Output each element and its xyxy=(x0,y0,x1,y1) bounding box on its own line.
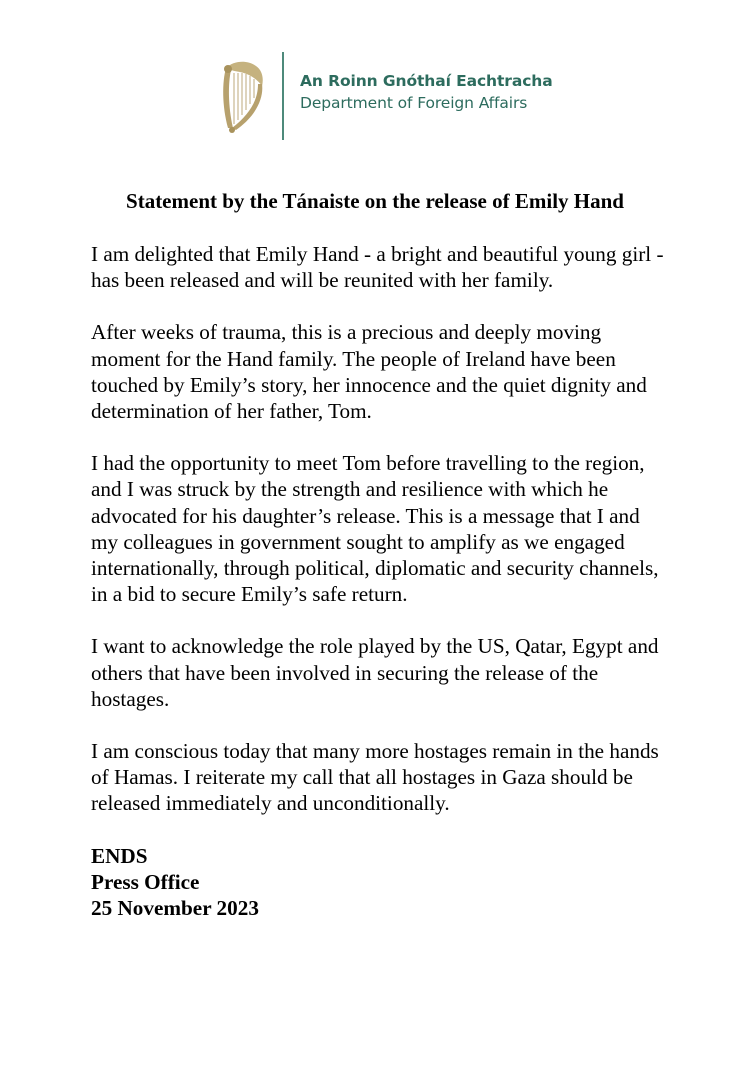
paragraph-1: I am delighted that Emily Hand - a bright and beautiful young girl - has been released and will be reunited with her family. xyxy=(91,242,664,293)
ends-marker: ENDS xyxy=(91,843,148,868)
statement-body xyxy=(91,241,671,921)
department-name-english: Department of Foreign Affairs xyxy=(300,94,528,112)
logo-divider xyxy=(282,52,284,140)
statement-title: Statement by the Tánaiste on the release of Emily Hand xyxy=(126,189,624,213)
release-date: 25 November 2023 xyxy=(91,896,259,921)
department-logo xyxy=(218,52,558,144)
department-name-irish: An Roinn Gnóthaí Eachtracha xyxy=(300,72,553,90)
paragraph-4: I want to acknowledge the role played by the US, Qatar, Egypt and others that have been involved in securing the release of the hostages. xyxy=(91,634,659,711)
paragraph-2: After weeks of trauma, this is a precious and deeply moving moment for the Hand family. The people of Ireland have been touched by Emily’s story, her innocence and the quiet dignity and determination of her father, Tom. xyxy=(91,320,647,424)
paragraph-3: I had the opportunity to meet Tom before travelling to the region, and I was struck by the strength and resilience with which he advocated for his daughter’s release. This is a message that I and my colleagues in government sought to amplify as we engaged internationally, through political, diplomatic and security channels, in a bid to secure Emily’s safe return. xyxy=(91,451,659,607)
press-office: Press Office xyxy=(91,869,200,894)
paragraph-5: I am conscious today that many more hostages remain in the hands of Hamas. I reiterate my call that all hostages in Gaza should be released immediately and unconditionally. xyxy=(91,739,659,816)
harp-icon xyxy=(218,58,268,134)
